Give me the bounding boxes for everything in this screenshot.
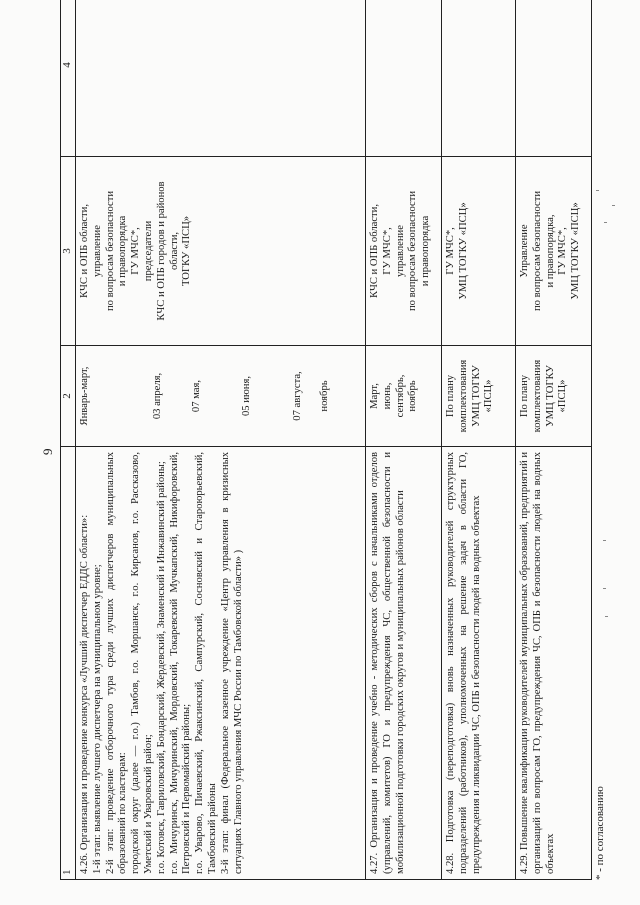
responsible-text: ГУ МЧС*, <box>445 227 456 275</box>
measure-text: г.о. Котовск, Гавриловский, Бондарский, Жердевский, Знаменский и Инжавинский районы; <box>155 461 167 874</box>
table-row <box>76 0 366 880</box>
scan-speck <box>603 588 606 589</box>
period-text: 03 апреля, <box>151 372 163 420</box>
responsible-text: Управление <box>519 224 530 278</box>
responsible-text: ТОГКУ «ПСЦ» <box>181 215 193 287</box>
responsible-text: председатели <box>142 220 154 282</box>
measure-text: 3-й этап: финал (Федеральное казенное учреждение «Центр управления в кризисных ситуациях Главного управления МЧС России по Тамбовской области» ) <box>219 452 244 874</box>
responsible-text: КЧС и ОПБ городов и районов области, <box>155 181 180 321</box>
period-text: сентябрь, <box>394 374 406 418</box>
period-spacer <box>203 351 241 441</box>
period-text: ноябрь <box>407 380 419 412</box>
period-spacer <box>305 351 319 441</box>
notes-cell <box>442 0 516 157</box>
plan-table <box>60 0 592 880</box>
scan-speck <box>604 222 607 223</box>
page-number: 9 <box>40 448 55 455</box>
responsible-cell <box>516 157 592 346</box>
responsible-text: УМЦ ТОГКУ «ПСЦ» <box>570 202 582 300</box>
responsible-text: и правопорядка, <box>544 214 556 288</box>
period-text: комплектования <box>457 359 469 433</box>
notes-cell <box>366 0 442 157</box>
responsible-text: КЧС и ОПБ области, <box>369 204 380 298</box>
responsible-text: управление <box>91 225 103 277</box>
period-text: комплектования <box>531 359 543 433</box>
measure-text: г.о. Мичуринск, Мичуринский, Мордовский, Токаревский Мучкапский, Никифоровский, Петровский и Первомайский районы; <box>168 452 193 874</box>
period-text: 05 июня, <box>241 375 253 417</box>
responsible-text: КЧС и ОПБ области, <box>79 204 90 298</box>
scan-speck <box>603 540 606 541</box>
responsible-text: управление <box>394 225 406 277</box>
period-cell <box>76 346 366 447</box>
measure-text: 4.27. Организация и проведение учебно - методических сборов с начальниками отделов (управлений, комитетов) ГО и предупреждения ЧС, общественной безопасности и мобилизационной подготовки городских округов и муниципальных районов области <box>369 452 406 874</box>
measure-cell <box>76 447 366 880</box>
measure-text: 2-й этап: проведение отборочного тура среди лучших диспетчеров муниципальных образований по кластерам: <box>104 452 129 874</box>
responsible-text: ГУ МЧС*, <box>130 227 142 275</box>
period-text: Январь-март, <box>79 366 90 426</box>
period-text: ноябрь <box>318 380 330 412</box>
period-cell <box>366 346 442 447</box>
period-text: 07 августа, <box>292 371 304 421</box>
header-col-4: 4 <box>61 0 76 157</box>
period-spacer <box>254 351 292 441</box>
period-text: «ПСЦ» <box>483 379 495 413</box>
responsible-text: по вопросам безопасности <box>531 190 543 312</box>
responsible-cell <box>442 157 516 346</box>
period-cell <box>516 346 592 447</box>
scan-speck <box>596 190 599 191</box>
table-row <box>442 0 516 880</box>
measure-text: городской округ (далее — г.о.) Тамбов, г.о. Моршанск, г.о. Кирсанов, г.о. Рассказово, Уметский и Уваровский район; <box>130 452 154 874</box>
header-col-1: 1 <box>61 447 76 880</box>
table-header-row <box>61 0 76 880</box>
responsible-text: по вопросам безопасности <box>407 190 419 312</box>
measure-text: 4.26. Организация и проведение конкурса «Лучший диспетчер ЕДДС области»: <box>79 514 90 874</box>
measure-cell <box>366 447 442 880</box>
responsible-text: и правопорядка <box>420 215 432 287</box>
footnote: * - по согласованию <box>594 786 606 880</box>
measure-text: 1-й этап: выявление лучшего диспетчера на муниципальном уровне; <box>91 564 103 874</box>
period-cell <box>442 346 516 447</box>
responsible-text: ГУ МЧС*, <box>381 227 393 275</box>
header-col-3: 3 <box>61 157 76 346</box>
period-text: По плану <box>519 374 530 418</box>
notes-cell <box>76 0 366 157</box>
period-text: Март, <box>369 383 380 409</box>
period-text: УМЦ ТОГКУ <box>544 365 556 427</box>
measure-cell <box>442 447 516 880</box>
rotated-content <box>38 10 618 880</box>
period-spacer <box>92 351 152 441</box>
table-row <box>366 0 442 880</box>
notes-cell <box>516 0 592 157</box>
period-spacer <box>165 351 191 441</box>
header-col-2: 2 <box>61 346 76 447</box>
measure-cell <box>516 447 592 880</box>
measure-text: г.о. Уварово, Пичаевский, Ржаксинский, Сампурский, Сосновский и Староюрьевский, Тамбовский районы <box>194 452 218 874</box>
responsible-cell <box>366 157 442 346</box>
measure-text: 4.28. Подготовка (переподготовка) вновь назначенных руководителей структурных подразделений (работников), уполномоченных на решение задач в области ГО, предупреждения и ликвидации ЧС, ОПБ и безопасности людей на водных объектах <box>445 452 482 874</box>
period-text: 07 мая, <box>190 379 202 413</box>
responsible-text: и правопорядка <box>117 215 129 287</box>
responsible-cell <box>76 157 366 346</box>
responsible-text: ГУ МЧС*, <box>557 227 569 275</box>
period-text: По плану <box>445 374 456 418</box>
period-text: УМЦ ТОГКУ <box>470 365 482 427</box>
scan-speck <box>605 616 608 617</box>
scan-speck <box>612 205 615 206</box>
table-row <box>516 0 592 880</box>
period-text: июнь, <box>381 382 393 410</box>
period-text: «ПСЦ» <box>557 379 569 413</box>
responsible-text: УМЦ ТОГКУ «ПСЦ» <box>457 202 469 300</box>
measure-text: 4.29. Повышение квалификации руководителей муниципальных образований, предприятий и организаций по вопросам ГО, предупреждения ЧС, ОПБ и безопасности людей на водных объектах <box>519 452 556 874</box>
responsible-text: по вопросам безопасности <box>104 190 116 312</box>
